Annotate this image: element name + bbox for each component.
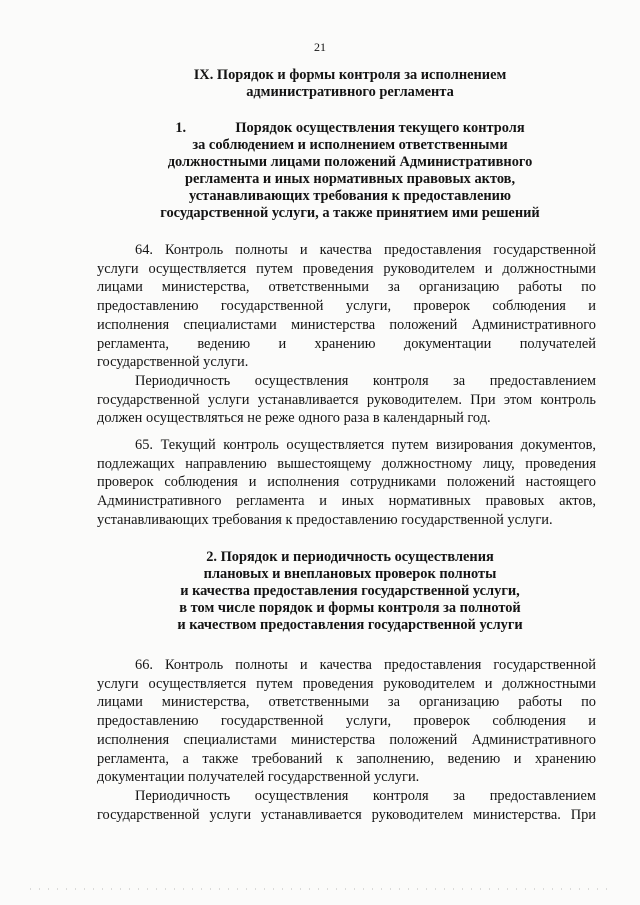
subsection-2-title-line: и качеством предоставления государственной услуги <box>177 617 523 633</box>
paragraph-line: лицами министерства, ответственными за организацию работы по <box>97 694 596 711</box>
subsection-1-title-line: государственной услуги, а также принятием ими решений <box>160 205 540 221</box>
paragraph-line: подлежащих направлению вышестоящему должностному лицу, проведения <box>97 455 596 472</box>
paragraph-line: исполнения специалистами министерства положений Административного <box>97 316 596 333</box>
subsection-2-title <box>80 549 620 634</box>
paragraph-line: 66. Контроль полноты и качества предоставления государственной <box>135 657 596 673</box>
subsection-1-title-line <box>80 120 620 137</box>
subsection-2-title-line: плановых и внеплановых проверок полноты <box>203 566 497 582</box>
paragraph-line: 64. Контроль полноты и качества предоставления государственной <box>135 242 596 258</box>
subsection-1-title-line: регламента и иных нормативных правовых актов, <box>184 171 516 187</box>
paragraph-line: регламента, ведению и хранению документации получателей <box>97 335 596 352</box>
subsection-1-title-line: устанавливающих требования к предоставлению <box>189 188 511 204</box>
subsection-2-title-line: и качества предоставления государственной услуги, <box>180 583 520 599</box>
subsection-1-title <box>80 120 620 222</box>
subsection-1-number: 1. <box>175 120 187 136</box>
paragraph-line: государственной услуги устанавливается руководителем. При этом контроль <box>97 391 596 408</box>
paragraph-65 <box>97 436 596 530</box>
paragraph-66 <box>97 656 596 824</box>
paragraph-line: лицами министерства, ответственными за организацию работы по <box>97 279 596 296</box>
section-title-line: IX. Порядок и формы контроля за исполнением <box>193 67 507 83</box>
paragraph-line: устанавливающих требования к предоставлению государственной услуги. <box>97 511 553 528</box>
paragraph-line: документации получателей государственной услуги. <box>97 769 420 786</box>
paragraph-line: Периодичность осуществления контроля за предоставлением <box>135 787 596 804</box>
paragraph-line: государственной услуги. <box>97 354 249 371</box>
paragraph-line: услуги осуществляется путем проведения руководителем и должностными <box>97 260 596 277</box>
paragraph-line: Периодичность осуществления контроля за предоставлением <box>135 372 596 389</box>
paragraph-line: предоставлению государственной услуги, проверок соблюдения и <box>97 298 596 315</box>
paragraph-line: 65. Текущий контроль осуществляется путем визирования документов, <box>135 437 596 453</box>
paragraph-line: проверок соблюдения и исполнения сотрудниками положений настоящего <box>97 474 596 491</box>
paragraph-line: услуги осуществляется путем проведения руководителем и должностными <box>97 675 596 692</box>
paragraph-line: регламента, а также требований к заполнению, ведению и хранению <box>97 750 596 767</box>
paragraph-64 <box>97 241 596 428</box>
section-title-line: административного регламента <box>246 84 454 100</box>
subsection-1-title-line: должностными лицами положений Административного <box>167 154 533 170</box>
paragraph-line: Административного регламента и иных нормативных правовых актов, <box>97 493 596 510</box>
paragraph-line: предоставлению государственной услуги, проверок соблюдения и <box>97 713 596 730</box>
paragraph-line: должен осуществляться не реже одного раза в календарный год. <box>97 410 491 427</box>
scan-artifact <box>30 888 610 890</box>
subsection-2-title-line: 2. Порядок и периодичность осуществления <box>206 549 494 565</box>
paragraph-line: исполнения специалистами министерства положений Административного <box>97 731 596 748</box>
paragraph-line: государственной услуги устанавливается руководителем министерства. При <box>97 806 596 823</box>
subsection-1-title-text: Порядок осуществления текущего контроля <box>235 120 525 136</box>
page-number: 21 <box>314 40 326 54</box>
subsection-1-title-line: за соблюдением и исполнением ответственными <box>192 137 508 153</box>
subsection-2-title-line: в том числе порядок и формы контроля за полнотой <box>179 600 521 616</box>
section-title <box>80 67 620 101</box>
